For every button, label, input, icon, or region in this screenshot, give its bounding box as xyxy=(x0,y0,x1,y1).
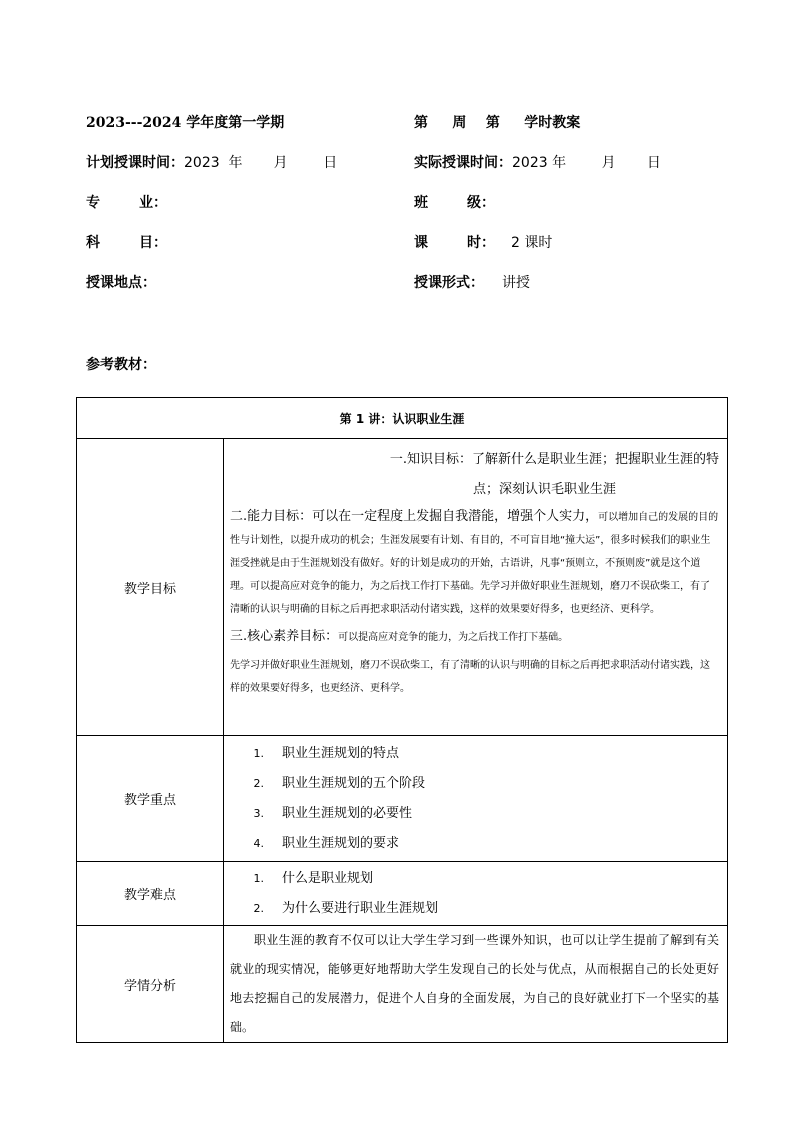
knowledge-goal-line1: 一.知识目标：了解新什么是职业生涯；把握职业生涯的特 xyxy=(389,452,719,467)
item-text: 职业生涯规划的必要性 xyxy=(282,805,413,821)
analysis-row xyxy=(77,926,728,1043)
core-goal xyxy=(230,625,719,650)
item-number: 1. xyxy=(253,871,264,885)
item-number: 2. xyxy=(253,901,264,915)
goals-content xyxy=(224,439,728,736)
knowledge-goal-line2: 点；深刻认识毛职业生涯 xyxy=(472,482,616,497)
item-text: 为什么要进行职业生涯规划 xyxy=(282,900,439,916)
hours-label: 课 时： xyxy=(414,235,495,251)
list-item xyxy=(224,769,727,799)
difficulties-list xyxy=(224,864,727,924)
hours xyxy=(414,232,552,252)
plan-time xyxy=(86,152,337,172)
difficulties-label: 教学难点 xyxy=(77,862,224,926)
core-goal-head: 三.核心素养目标： xyxy=(230,629,339,644)
class-label: 班 级： xyxy=(414,195,495,211)
item-text: 职业生涯规划的要求 xyxy=(282,835,400,851)
place-label: 授课地点： xyxy=(86,275,156,291)
list-item xyxy=(224,894,727,924)
item-text: 什么是职业规划 xyxy=(282,870,374,886)
key-points-label: 教学重点 xyxy=(77,736,224,862)
list-item xyxy=(224,829,727,859)
ability-goal-head: 二.能力目标：可以在一定程度上发掘自我潜能，增强个人实力， xyxy=(230,509,599,524)
ability-goal xyxy=(230,505,719,621)
item-number: 1. xyxy=(253,746,264,760)
subject-label: 科 目： xyxy=(86,235,167,251)
item-number: 4. xyxy=(253,836,264,850)
textbook-label: 参考教材： xyxy=(86,357,156,373)
key-points-list xyxy=(224,739,727,859)
analysis-content: 职业生涯的教育不仅可以让大学生学习到一些课外知识，也可以让学生提前了解到有关就业的现实情况，能够更好地帮助大学生发现自己的长处与优点，从而根据自己的长处更好地去挖掘自己的发展潜力，促进个人自身的全面发展，为自己的良好就业打下一个坚实的基础。 xyxy=(224,926,728,1043)
actual-time-label: 实际授课时间： xyxy=(414,155,512,171)
list-item xyxy=(224,799,727,829)
key-points-content xyxy=(224,736,728,862)
goals-row xyxy=(77,439,728,736)
form-label: 授课形式： xyxy=(414,275,484,291)
list-item xyxy=(224,864,727,894)
hours-value: 2 课时 xyxy=(511,235,553,251)
item-number: 2. xyxy=(253,776,264,790)
actual-time xyxy=(414,152,661,172)
ability-goal-body: 可以增加自己的发展的目的性与计划性，以提升成功的机会；生涯发展要有计划、有目的，不可盲目地“撞大运”，很多时候我们的职业生涯受挫就是由于生涯规划没有做好。好的计划是成功的开始，古语讲，凡事“预则立，不预则废”就是这个道理。可以提高应对竞争的能力，为之后找工作打下基础。先学习并做好职业生涯规划，磨刀不误砍柴工，有了清晰的认识与明确的目标之后再把求职活动付诸实践，这样的效果要好得多，也更经济、更科学。 xyxy=(230,512,719,615)
item-number: 3. xyxy=(253,806,264,820)
major-label: 专 业： xyxy=(86,195,167,211)
form-value: 讲授 xyxy=(502,275,530,291)
difficulties-row xyxy=(77,862,728,926)
form xyxy=(414,272,530,292)
plan-time-label: 计划授课时间： xyxy=(86,155,184,171)
lesson-plan-table xyxy=(76,397,728,1043)
goals-label: 教学目标 xyxy=(77,439,224,736)
plan-time-value: 2023 年 月 日 xyxy=(184,155,338,171)
week-lesson-title: 第 周 第 学时教案 xyxy=(414,115,581,131)
difficulties-content xyxy=(224,862,728,926)
item-text: 职业生涯规划的五个阶段 xyxy=(282,775,426,791)
actual-time-value: 2023 年 月 日 xyxy=(512,155,661,171)
term-title: 2023---2024 学年度第一学期 xyxy=(86,115,285,131)
list-item xyxy=(224,739,727,769)
table-title-row xyxy=(77,398,728,439)
item-text: 职业生涯规划的特点 xyxy=(282,745,400,761)
core-goal-paragraph: 先学习并做好职业生涯规划，磨刀不误砍柴工，有了清晰的认识与明确的目标之后再把求职活动付诸实践，这样的效果要好得多，也更经济、更科学。 xyxy=(230,660,710,694)
key-points-row xyxy=(77,736,728,862)
analysis-label: 学情分析 xyxy=(77,926,224,1043)
core-goal-body: 可以提高应对竞争的能力，为之后找工作打下基础。 xyxy=(338,632,569,643)
lecture-title: 第 1 讲：认识职业生涯 xyxy=(77,398,728,439)
